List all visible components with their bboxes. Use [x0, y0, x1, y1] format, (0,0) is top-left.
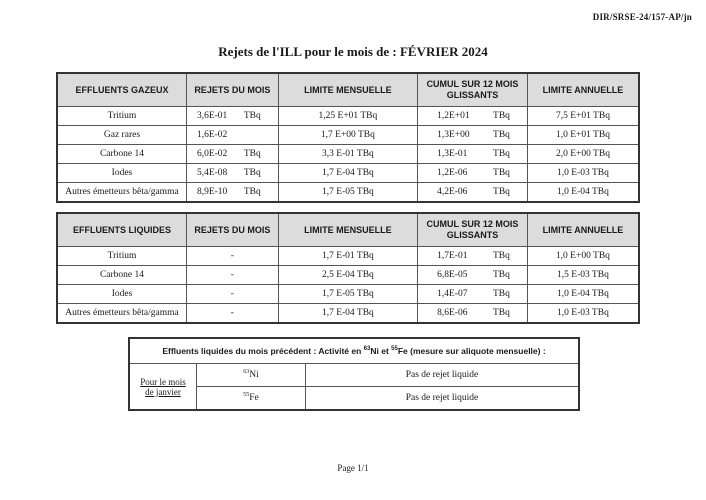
- cumul-unit: TBq: [493, 130, 510, 140]
- annual-limit: 1,0 E-04 TBq: [527, 285, 639, 304]
- monthly-limit: 3,3 E-01 TBq: [278, 145, 417, 164]
- isotope-mass: 63: [363, 346, 371, 353]
- cumul-unit: TBq: [493, 168, 510, 178]
- header-annual-limit: LIMITE ANNUELLE: [527, 73, 639, 107]
- table-row: [57, 126, 639, 145]
- effluent-name: Carbone 14: [57, 145, 186, 164]
- annual-limit: 1,0 E+00 TBq: [527, 247, 639, 266]
- release-unit: TBq: [243, 111, 261, 121]
- monthly-limit: 1,7 E+00 TBq: [278, 126, 417, 145]
- header-monthly-release: REJETS DU MOIS: [187, 213, 279, 247]
- isotope-symbol: Ni: [249, 370, 259, 381]
- cumul-value: 1,4E-07: [437, 289, 468, 299]
- cumul-value: 6,8E-05: [437, 270, 468, 280]
- cumul-unit: TBq: [493, 187, 510, 197]
- cumul-unit: TBq: [492, 270, 510, 280]
- release-unit: [261, 130, 275, 140]
- header-effluent: EFFLUENTS LIQUIDES: [57, 213, 187, 247]
- release-value: 5,4E-08: [196, 168, 228, 178]
- annual-limit: 1,0 E-04 TBq: [527, 183, 639, 203]
- table-row: [57, 266, 639, 285]
- table-row: [57, 164, 639, 183]
- cumul-unit: TBq: [493, 149, 510, 159]
- cumul-value: 8,6E-06: [437, 308, 468, 318]
- monthly-release: [186, 164, 278, 183]
- cumul-value: 4,2E-06: [437, 187, 468, 197]
- monthly-limit: 1,7 E-04 TBq: [278, 304, 417, 324]
- rolling-cumul: [418, 266, 528, 285]
- cumul-unit: TBq: [492, 308, 510, 318]
- header-rolling-cumul: CUMUL SUR 12 MOIS GLISSANTS: [418, 73, 528, 107]
- table-row: [57, 285, 639, 304]
- gaseous-effluents-table: [56, 72, 640, 203]
- monthly-release: -: [187, 266, 279, 285]
- monthly-limit: 1,7 E-05 TBq: [278, 285, 417, 304]
- annual-limit: 1,5 E-03 TBq: [527, 266, 639, 285]
- table-row: [129, 364, 579, 387]
- isotope-mass: 55: [243, 392, 250, 399]
- release-value: 3,6E-01: [196, 111, 228, 121]
- result-cell: Pas de rejet liquide: [306, 387, 580, 411]
- monthly-release: -: [187, 247, 279, 266]
- release-unit: TBq: [243, 168, 261, 178]
- rolling-cumul: [418, 247, 528, 266]
- previous-header: [129, 338, 579, 364]
- release-unit: TBq: [243, 187, 261, 197]
- cumul-unit: TBq: [492, 289, 510, 299]
- previous-header-text: Effluents liquides du mois précédent : Activité en: [162, 346, 364, 356]
- period-label: [129, 364, 197, 411]
- isotope-cell: [197, 387, 306, 411]
- rolling-cumul: [418, 107, 528, 126]
- previous-month-table: [128, 337, 580, 411]
- previous-header-row: [129, 338, 579, 364]
- table-row: [57, 247, 639, 266]
- rolling-cumul: [418, 285, 528, 304]
- previous-header-text: Fe (mesure sur aliquote mensuelle) :: [397, 346, 546, 356]
- monthly-limit: 1,7 E-05 TBq: [278, 183, 417, 203]
- monthly-limit: 1,7 E-01 TBq: [278, 247, 417, 266]
- release-value: 8,9E-10: [196, 187, 228, 197]
- table-header-row: [57, 73, 639, 107]
- release-value: 6,0E-02: [196, 149, 228, 159]
- table-row: [129, 387, 579, 411]
- table-header-row: [57, 213, 639, 247]
- rolling-cumul: [418, 126, 528, 145]
- header-effluent: EFFLUENTS GAZEUX: [57, 73, 186, 107]
- annual-limit: 2,0 E+00 TBq: [527, 145, 639, 164]
- cumul-value: 1,3E+00: [437, 130, 470, 140]
- monthly-limit: 2,5 E-04 TBq: [278, 266, 417, 285]
- effluent-name: Iodes: [57, 164, 186, 183]
- isotope-symbol: Fe: [249, 393, 259, 404]
- effluent-name: Tritium: [57, 107, 186, 126]
- cumul-value: 1,3E-01: [437, 149, 468, 159]
- annual-limit: 1,0 E-03 TBq: [527, 164, 639, 183]
- effluent-name: Gaz rares: [57, 126, 186, 145]
- header-monthly-limit: LIMITE MENSUELLE: [278, 213, 417, 247]
- rolling-cumul: [418, 164, 528, 183]
- monthly-limit: 1,7 E-04 TBq: [278, 164, 417, 183]
- rolling-cumul: [418, 304, 528, 324]
- monthly-release: [186, 183, 278, 203]
- effluent-name: Autres émetteurs bêta/gamma: [57, 183, 186, 203]
- page-number: Page 1/1: [337, 463, 369, 473]
- effluent-name: Carbone 14: [57, 266, 187, 285]
- table-row: [57, 304, 639, 324]
- monthly-release: -: [187, 304, 279, 324]
- header-monthly-release: REJETS DU MOIS: [186, 73, 278, 107]
- effluent-name: Tritium: [57, 247, 187, 266]
- table-row: [57, 145, 639, 164]
- isotope-cell: [197, 364, 306, 387]
- isotope-mass: 63: [243, 369, 250, 376]
- isotope-mass: 55: [391, 346, 398, 353]
- annual-limit: 1,0 E+01 TBq: [527, 126, 639, 145]
- cumul-value: 1,2E+01: [437, 111, 470, 121]
- header-monthly-limit: LIMITE MENSUELLE: [278, 73, 417, 107]
- effluent-name: Iodes: [57, 285, 187, 304]
- period-line: Pour le mois: [140, 376, 186, 387]
- monthly-release: -: [187, 285, 279, 304]
- rolling-cumul: [418, 145, 528, 164]
- table-row: [57, 183, 639, 203]
- release-unit: TBq: [243, 149, 261, 159]
- cumul-unit: TBq: [493, 111, 510, 121]
- previous-header-text: Ni et: [370, 346, 392, 356]
- header-annual-limit: LIMITE ANNUELLE: [527, 213, 639, 247]
- monthly-release: [186, 107, 278, 126]
- annual-limit: 1,0 E-03 TBq: [527, 304, 639, 324]
- page-title: Rejets de l'ILL pour le mois de : FÉVRIER 2024: [218, 44, 488, 59]
- monthly-release: [186, 126, 278, 145]
- table-row: [57, 107, 639, 126]
- annual-limit: 7,5 E+01 TBq: [527, 107, 639, 126]
- result-cell: Pas de rejet liquide: [306, 364, 580, 387]
- monthly-limit: 1,25 E+01 TBq: [278, 107, 417, 126]
- rolling-cumul: [418, 183, 528, 203]
- document-reference: DIR/SRSE-24/157-AP/jn: [592, 12, 692, 22]
- cumul-value: 1,7E-01: [437, 251, 468, 261]
- monthly-release: [186, 145, 278, 164]
- header-rolling-cumul: CUMUL SUR 12 MOIS GLISSANTS: [418, 213, 528, 247]
- cumul-value: 1,2E-06: [437, 168, 468, 178]
- release-value: 1,6E-02: [196, 130, 228, 140]
- cumul-unit: TBq: [492, 251, 510, 261]
- period-line: de janvier: [145, 386, 181, 397]
- liquid-effluents-table: [56, 212, 640, 324]
- effluent-name: Autres émetteurs bêta/gamma: [57, 304, 187, 324]
